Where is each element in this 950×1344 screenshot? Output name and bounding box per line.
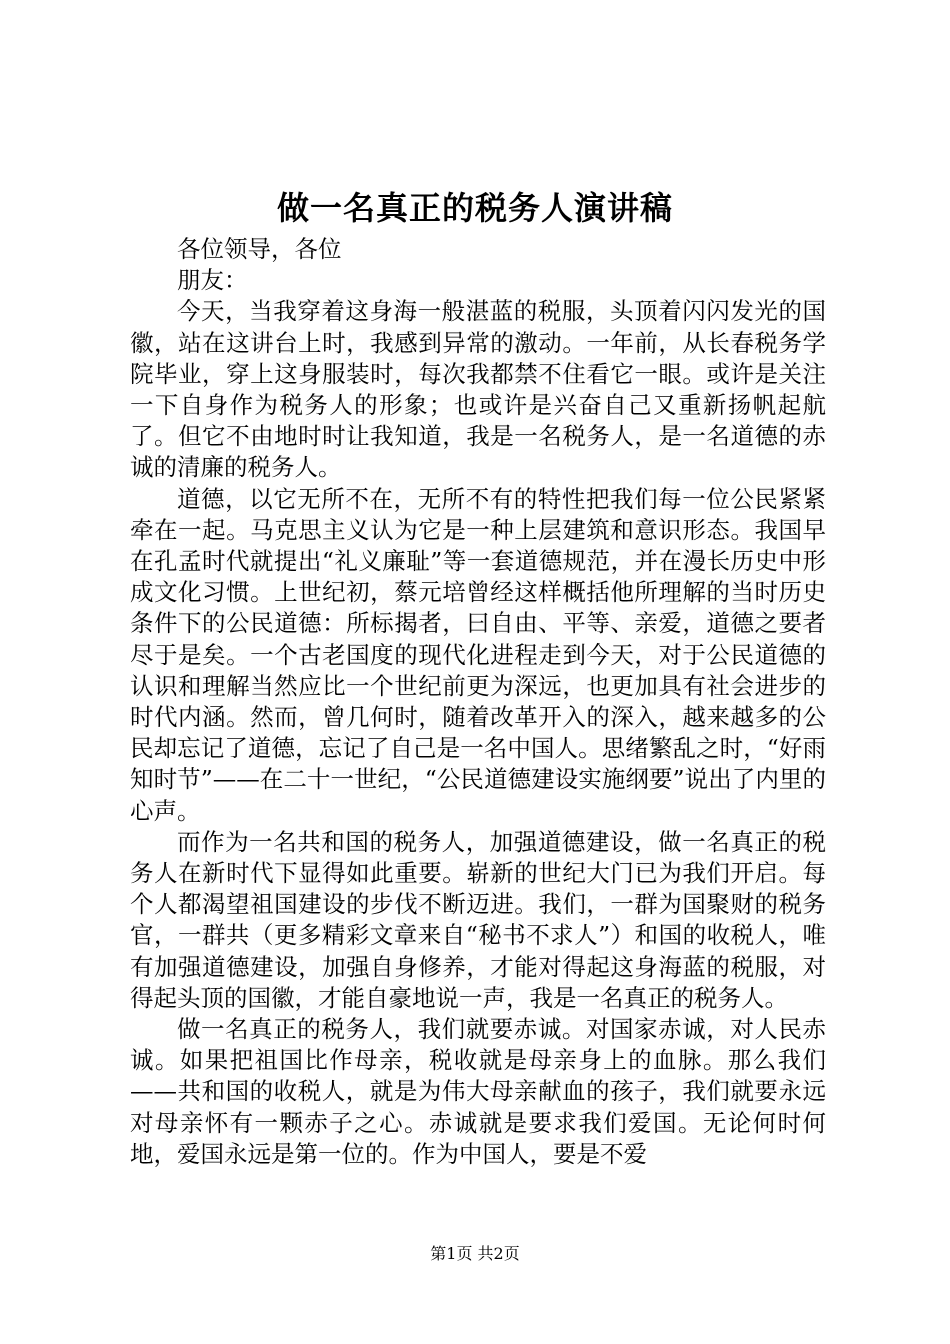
document-body	[130, 234, 826, 1170]
greeting-line: 各位领导，各位	[177, 235, 342, 263]
document-title: 做一名真正的税务人演讲稿	[276, 189, 673, 227]
greeting-line: 朋友：	[177, 266, 248, 295]
body-paragraph: 做一名真正的税务人，我们就要赤诚。对国家赤诚，对人民赤诚。如果把祖国比作母亲，税收就是母亲身上的血脉。那么我们——共和国的收税人，就是为伟大母亲献血的孩子，我们就要永远对母亲怀有一颗赤子之心。赤诚就是要求我们爱国。无论何时何地，爱国永远是第一位的。作为中国人，要是不爱	[130, 1015, 826, 1168]
body-paragraph: 今天，当我穿着这身海一般湛蓝的税服，头顶着闪闪发光的国徽，站在这讲台上时，我感到异常的激动。一年前，从长春税务学院毕业，穿上这身服装时，每次我都禁不住看它一眼。或许是关注一下自身作为税务人的形象；也或许是兴奋自己又重新扬帆起航了。但它不由地时时让我知道，我是一名税务人，是一名道德的赤诚的清廉的税务人。	[130, 297, 826, 482]
body-paragraph: 而作为一名共和国的税务人，加强道德建设，做一名真正的税务人在新时代下显得如此重要。崭新的世纪大门已为我们开启。每个人都渴望祖国建设的步伐不断迈进。我们，一群为国聚财的税务官，一群共（更多精彩文章来自“秘书不求人”）和国的收税人，唯有加强道德建设，加强自身修养，才能对得起这身海蓝的税服，对得起头顶的国徽，才能自豪地说一声，我是一名真正的税务人。	[130, 827, 826, 1012]
body-paragraph: 道德，以它无所不在，无所不有的特性把我们每一位公民紧紧牵在一起。马克思主义认为它是一种上层建筑和意识形态。我国早在孔孟时代就提出“礼义廉耻”等一套道德规范，并在漫长历史中形成文化习惯。上世纪初，蔡元培曾经这样概括他所理解的当时历史条件下的公民道德：所标揭者，曰自由、平等、亲爱，道德之要者尽于是矣。一个古老国度的现代化进程走到今天，对于公民道德的认识和理解当然应比一个世纪前更为深远，也更加具有社会进步的时代内涵。然而，曾几何时，随着改革开入的深入，越来越多的公民却忘记了道德，忘记了自己是一名中国人。思绪繁乱之时，“好雨知时节”——在二十一世纪，“公民道德建设实施纲要”说出了内里的心声。	[130, 484, 826, 825]
page-number-footer: 第1页 共2页	[430, 1244, 520, 1263]
